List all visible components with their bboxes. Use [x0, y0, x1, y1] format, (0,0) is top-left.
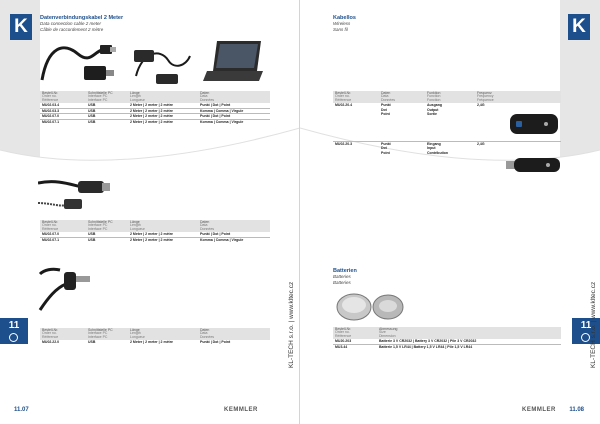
magnifier-icon — [581, 333, 590, 342]
chapter-tab[interactable] — [0, 318, 28, 344]
section-subtitle-en: Data connection cable 2 meter — [40, 21, 102, 26]
cable-connector-image — [38, 165, 118, 217]
section-subtitle-fr: Sans fil — [333, 26, 348, 32]
table-row: MU02.20.4 Punkt Dot Point Ausgang Output Sortie 2,4G — [333, 103, 561, 141]
chapter-number: 11 — [8, 320, 20, 331]
section-subtitle-fr: Câble de raccordement 2 mètre — [40, 26, 104, 32]
table-row: MU02.03.3 USB 2 Meter | 2 meter | 2 mètre Komma | Comma | Virgule — [40, 108, 270, 114]
brand-logo: K — [10, 14, 32, 40]
table-row: MU02.03.4 USB 2 Meter | 2 meter | 2 mètre Punkt | Dot | Point — [40, 103, 270, 108]
table-row: MU02.07.0 USB 2 Meter | 2 meter | 2 mètre Punkt | Dot | Point — [40, 232, 270, 237]
page-number: 11.08 — [569, 407, 584, 413]
chapter-number: 11 — [580, 320, 592, 331]
usb-receiver-image — [508, 108, 566, 140]
cable-table-2: Bestell-Nr. Order no. Référence Schnittstelle PC Interface PC Interface PC Länge Length Longueur Daten Data Données MU02.07.0 USB 2 Meter | 2 meter | 2 mètre Punkt | Dot | Point MU02.07.1 USB 2 Meter | 2 meter | 2 mètre Komma | Comma | Virgule — [40, 220, 270, 242]
usb-transmitter-image — [504, 155, 566, 179]
batteries-image — [334, 290, 408, 324]
footer-brand: KEMMLER — [522, 407, 556, 413]
wireless-table: Bestell-Nr. Order no. Référence Daten Data Données Funktion Function Fonction Frequenz Frequency Fréquence MU02.20.4 Punkt Dot Point Ausgang Output Sortie 2,4G MU02.20.3 Punkt Dot Point Eingang Input Contribution 2,4G — [333, 91, 561, 171]
section-subtitle-en: Batteries — [333, 274, 351, 279]
page-number: 11.07 — [14, 407, 29, 413]
table-row: MU02.07.1 USB 2 Meter | 2 meter | 2 mètre Komma | Comma | Virgule — [42, 237, 244, 242]
section-subtitle-en: Wireless — [333, 21, 351, 26]
section-title: Batterien — [333, 268, 357, 274]
magnifier-icon — [9, 333, 18, 342]
table-row: MU20.203 Batterie 3 V CR2032 | Battery 3 V CR2032 | Pile 3 V CR2032 — [333, 339, 561, 344]
brand-logo: K — [568, 14, 590, 40]
footer-brand: KEMMLER — [224, 407, 258, 413]
table-row: MU02.20.3 Punkt Dot Point Eingang Input Contribution 2,4G — [335, 141, 485, 155]
table-row: MU3.44 Batterie 1,5 V LR44 | Battery 1,5 V LR44 | Pile 1,5 V LR44 — [335, 344, 473, 349]
right-page — [300, 0, 600, 424]
usb-dongle-image — [128, 36, 200, 88]
section-title: Datenverbindungskabel 2 Meter — [40, 15, 124, 21]
cable-table-1: Bestell-Nr. Order no. Référence Schnittstelle PC Interface PC Interface PC Länge Length Longueur Daten Data Données MU02.03.4 USB 2 Meter | 2 meter | 2 mètre Punkt | Dot | Point MU02.03.3 USB 2 Meter | 2 meter | 2 mètre Komma | Comma | Virgule MU02.07.0 USB 2 Meter | 2 meter | 2 mètre Punkt | Dot | Point MU02.07.1 USB 2 Meter | 2 meter | 2 mètre Komma | Comma | Virgule — [40, 91, 270, 125]
usb-connector-image — [80, 60, 120, 90]
batteries-table: Bestell-Nr. Order no. Référence Abmessung Size Dimension MU20.203 Batterie 3 V CR2032 | Battery 3 V CR2032 | Pile 3 V CR2032 MU3.44 Batterie 1,5 V LR44 | Battery 1,5 V LR44 | Pile 1,5 V LR44 — [333, 327, 561, 349]
cable-table-3: Bestell-Nr. Order no. Référence Schnittstelle PC Interface PC Interface PC Länge Length Longueur Daten Data Données MU02.22.0 USB 2 Meter | 2 meter | 2 mètre Punkt | Dot | Point — [40, 328, 270, 345]
laptop-image — [203, 37, 267, 85]
table-row: MU02.07.0 USB 2 Meter | 2 meter | 2 mètre Punkt | Dot | Point — [40, 114, 270, 120]
jack-cable-image — [38, 258, 108, 320]
table-row: MU02.07.1 USB 2 Meter | 2 meter | 2 mètre Komma | Comma | Virgule — [42, 120, 244, 124]
side-text: KL-TECH s.r.o. | www.kltec.cz — [288, 281, 295, 368]
background-curve — [300, 0, 600, 424]
section-subtitle-fr: Batteries — [333, 279, 351, 285]
side-text: KL-TECH s.r.o. | www.kltec.cz — [590, 281, 597, 368]
table-row: MU02.22.0 USB 2 Meter | 2 meter | 2 mètre Punkt | Dot | Point — [42, 340, 231, 345]
section-title: Kabellos — [333, 15, 356, 21]
